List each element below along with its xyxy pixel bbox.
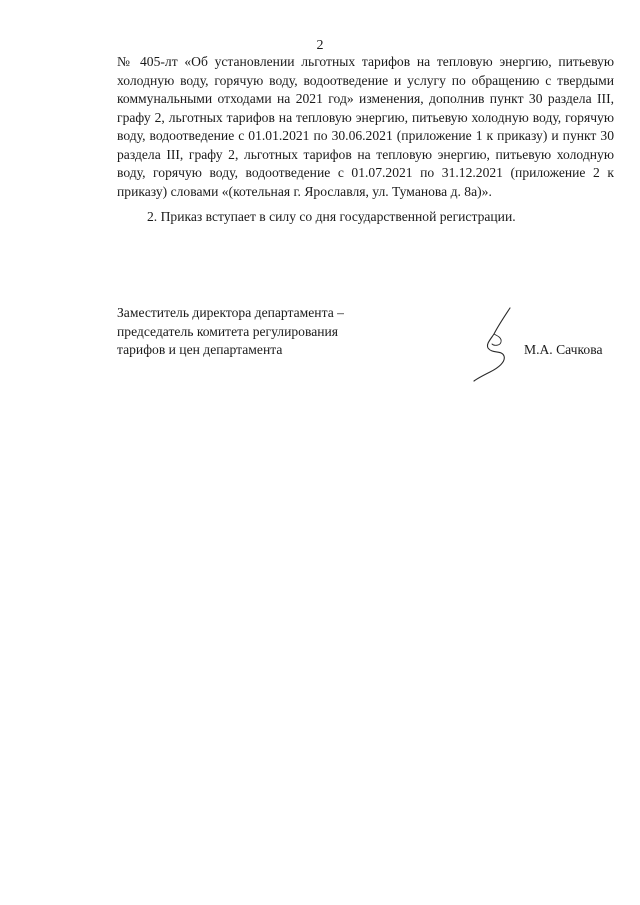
handwritten-signature [468,304,528,384]
signatory-title-line: председатель комитета регулирования [117,323,339,339]
signatory-title-line: Заместитель директора департамента – [117,305,344,320]
body-paragraph-2: 2. Приказ вступает в силу со дня государственной регистрации. [147,209,516,224]
page-number: 2 [316,38,324,53]
body-paragraph-1: № 405-лт «Об установлении льготных тарифов на тепловую энергию, питьевую холодную воду, горячую воду, водоотведение и услугу по обращению с твердыми коммунальными отходами на 2021 год» изменения, дополнив пункт 30 раздела III, графу 2, льготных тарифов на тепловую энергию, питьевую холодную воду, горячую воду, водоотведение с 01.01.2021 по 30.06.2021 (приложение 1 к приказу) и пункт 30 раздела III, графу 2, льготных тарифов на тепловую энергию, питьевую холодную воду, горячую воду, водоотведение с 01.07.2021 по 31.12.2021 (приложение 2 к приказу) словами «(котельная г. Ярославля, ул. Туманова д. 8а)». [117,54,614,199]
signatory-name: М.А. Сачкова [524,342,603,357]
signatory-title [117,304,417,360]
document-body [117,53,614,227]
signatory-title-line: тарифов и цен департамента [117,342,283,357]
